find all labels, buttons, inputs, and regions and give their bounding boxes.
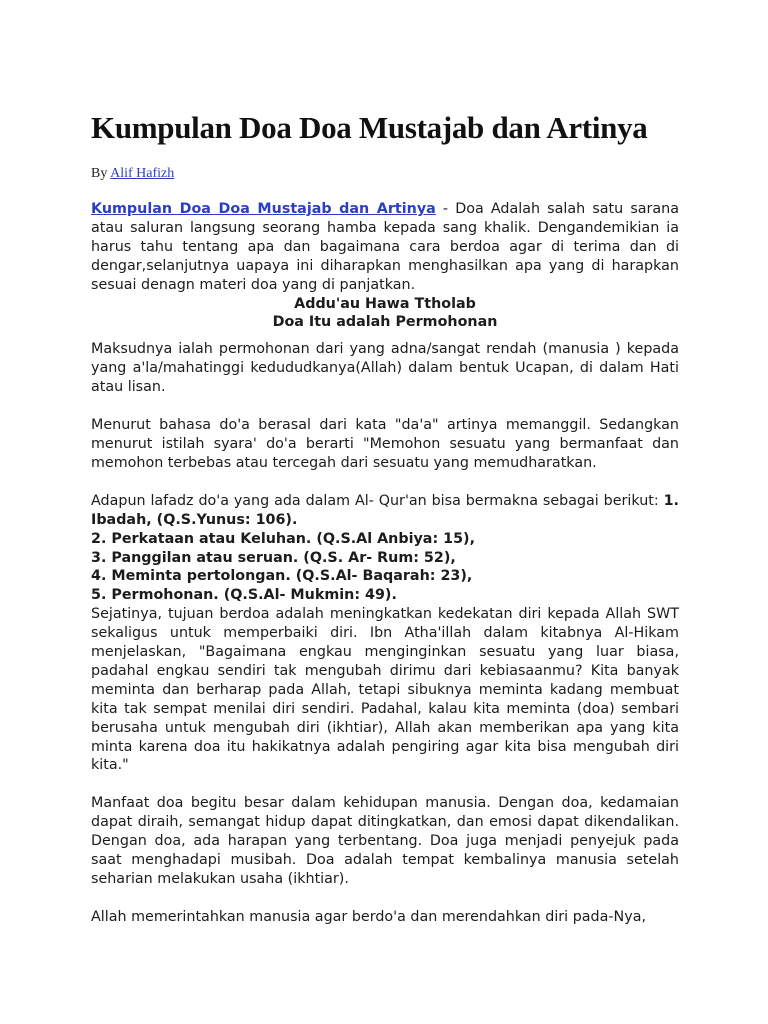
paragraph-manfaat: Manfaat doa begitu besar dalam kehidupan manusia. Dengan doa, kedamaian dapat diraih, semangat hidup dapat ditingkatkan, dan emosi dapat dikendalikan. Dengan doa, ada harapan yang terbentang. Doa juga menjadi penyejuk pada saat menghadapi musibah. Doa adalah tempat kembalinya manusia setelah seharian melakukan usaha (ikhtiar).	[91, 795, 679, 887]
list-item-3-text: 3. Panggilan atau seruan. (Q.S. Ar- Rum: 52),	[91, 549, 456, 566]
intro-paragraph	[91, 200, 679, 295]
list-item-4-text: 4. Meminta pertolongan. (Q.S.Al- Baqarah: 23),	[91, 568, 473, 585]
list-item-5-text: 5. Permohonan. (Q.S.Al- Mukmin: 49).	[91, 587, 397, 604]
paragraph-maksudnya: Maksudnya ialah permohonan dari yang adna/sangat rendah (manusia ) kepada yang a'la/mahatinggi kedududkanya(Allah) dalam bentuk Ucapan, di dalam Hati atau lisan.	[91, 341, 679, 396]
article-title: Kumpulan Doa Doa Mustajab dan Artinya	[91, 110, 648, 145]
list-item-3	[91, 549, 679, 568]
adapun-text: Adapun lafadz do'a yang ada dalam Al- Qur'an bisa bermakna sebagai berikut:	[91, 492, 664, 509]
paragraph-sejatinya: Sejatinya, tujuan berdoa adalah meningkatkan kedekatan diri kepada Allah SWT sekaligus untuk memperbaiki diri. Ibn Atha'illah dalam kitabnya Al-Hikam menjelaskan, "Bagaimana engkau menginginkan sesuatu yang luar biasa, padahal engkau sendiri tak mengubah dirimu dari kebiasaanmu? Kita banyak meminta dan berharap pada Allah, tetapi sibuknya meminta kadang membuat kita tak sempat menilai diri sendiri. Padahal, kalau kita meminta (doa) sembari berusaha untuk mengubah diri (ikhtiar), Allah akan memberikan apa yang kita minta karena doa itu hakikatnya adalah pengiring agar kita bisa mengubah diri kita."	[91, 606, 679, 774]
author-link[interactable]: Alif Hafizh	[110, 166, 175, 181]
heading-addu-au: Addu'au Hawa Ttholab	[294, 295, 476, 312]
intro-title-link[interactable]: Kumpulan Doa Doa Mustajab dan Artinya	[91, 201, 436, 217]
list-item-4	[91, 567, 679, 586]
heading-doa-permohonan: Doa Itu adalah Permohonan	[272, 314, 498, 331]
intro-text: - Doa Adalah salah satu sarana atau saluran langsung seorang hamba kepada sang khalik. Dengandemikian ia harus tahu tentang apa dan bagaimana cara berdoa agar di terima dan di dengar,selanjutnya uapaya ini diharapkan menghasilkan apa yang di harapkan sesuai denagn materi doa yang di panjatkan.	[91, 201, 679, 293]
list-item-2	[91, 530, 679, 549]
paragraph-menurut-bahasa: Menurut bahasa do'a berasal dari kata "da'a" artinya memanggil. Sedangkan menurut istilah syara' do'a berarti "Memohon sesuatu yang bermanfaat dan memohon terbebas atau tercegah dari sesuatu yang memudharatkan.	[91, 417, 679, 471]
article-body	[91, 200, 679, 927]
list-item-5	[91, 586, 679, 605]
list-item-1: 1. Ibadah, (Q.S.Yunus: 106).	[91, 492, 679, 528]
byline	[91, 166, 174, 182]
paragraph-allah: Allah memerintahkan manusia agar berdo'a dan merendahkan diri pada-Nya,	[91, 908, 646, 925]
byline-prefix: By	[91, 166, 111, 181]
list-item-2-text: 2. Perkataan atau Keluhan. (Q.S.Al Anbiya: 15),	[91, 530, 476, 547]
paragraph-adapun	[91, 492, 679, 530]
